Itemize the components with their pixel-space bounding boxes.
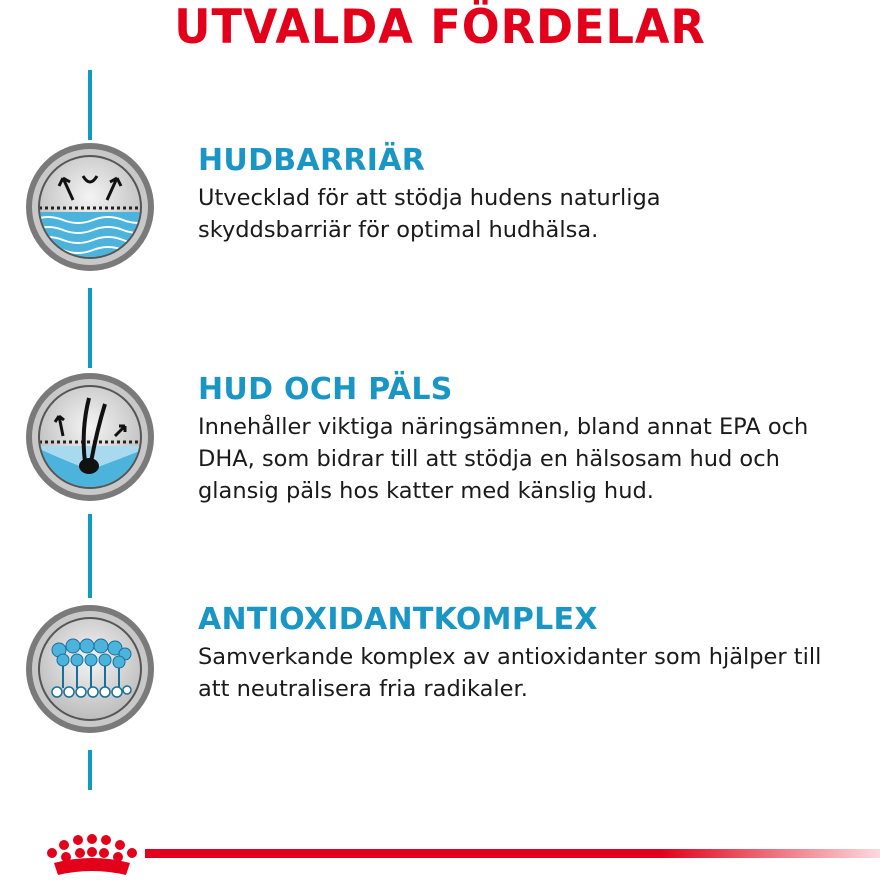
benefit-description bbox=[198, 641, 878, 705]
benefit-description-line: DHA, som bidrar till att stödja en hälsosam hud och bbox=[198, 446, 780, 472]
benefit-description-line: Innehåller viktiga näringsämnen, bland annat EPA och bbox=[198, 414, 809, 440]
skin-and-coat-icon bbox=[23, 370, 157, 504]
benefit-description bbox=[198, 411, 878, 507]
timeline-segment bbox=[88, 70, 92, 140]
benefit-heading: HUD OCH PÄLS bbox=[198, 372, 453, 407]
timeline-segment bbox=[88, 750, 92, 790]
footer-divider bbox=[145, 849, 880, 858]
benefit-description-line: att neutralisera fria radikaler. bbox=[198, 676, 528, 702]
benefit-description-line: glansig päls hos katter med känslig hud. bbox=[198, 478, 654, 504]
benefit-description bbox=[198, 182, 878, 246]
benefit-description-line: Utvecklad för att stödja hudens naturliga bbox=[198, 185, 661, 211]
timeline-segment bbox=[88, 514, 92, 598]
antioxidant-complex-icon bbox=[23, 602, 157, 736]
timeline-segment bbox=[88, 288, 92, 368]
page-title: UTVALDA FÖRDELAR bbox=[174, 0, 706, 55]
benefit-description-line: skyddsbarriär för optimal hudhälsa. bbox=[198, 217, 599, 243]
benefit-heading: HUDBARRIÄR bbox=[198, 143, 426, 178]
benefit-description-line: Samverkande komplex av antioxidanter som hjälper till bbox=[198, 644, 822, 670]
benefit-heading: ANTIOXIDANTKOMPLEX bbox=[198, 602, 598, 637]
skin-barrier-icon bbox=[23, 140, 157, 274]
royal-canin-crown-logo bbox=[40, 825, 140, 880]
